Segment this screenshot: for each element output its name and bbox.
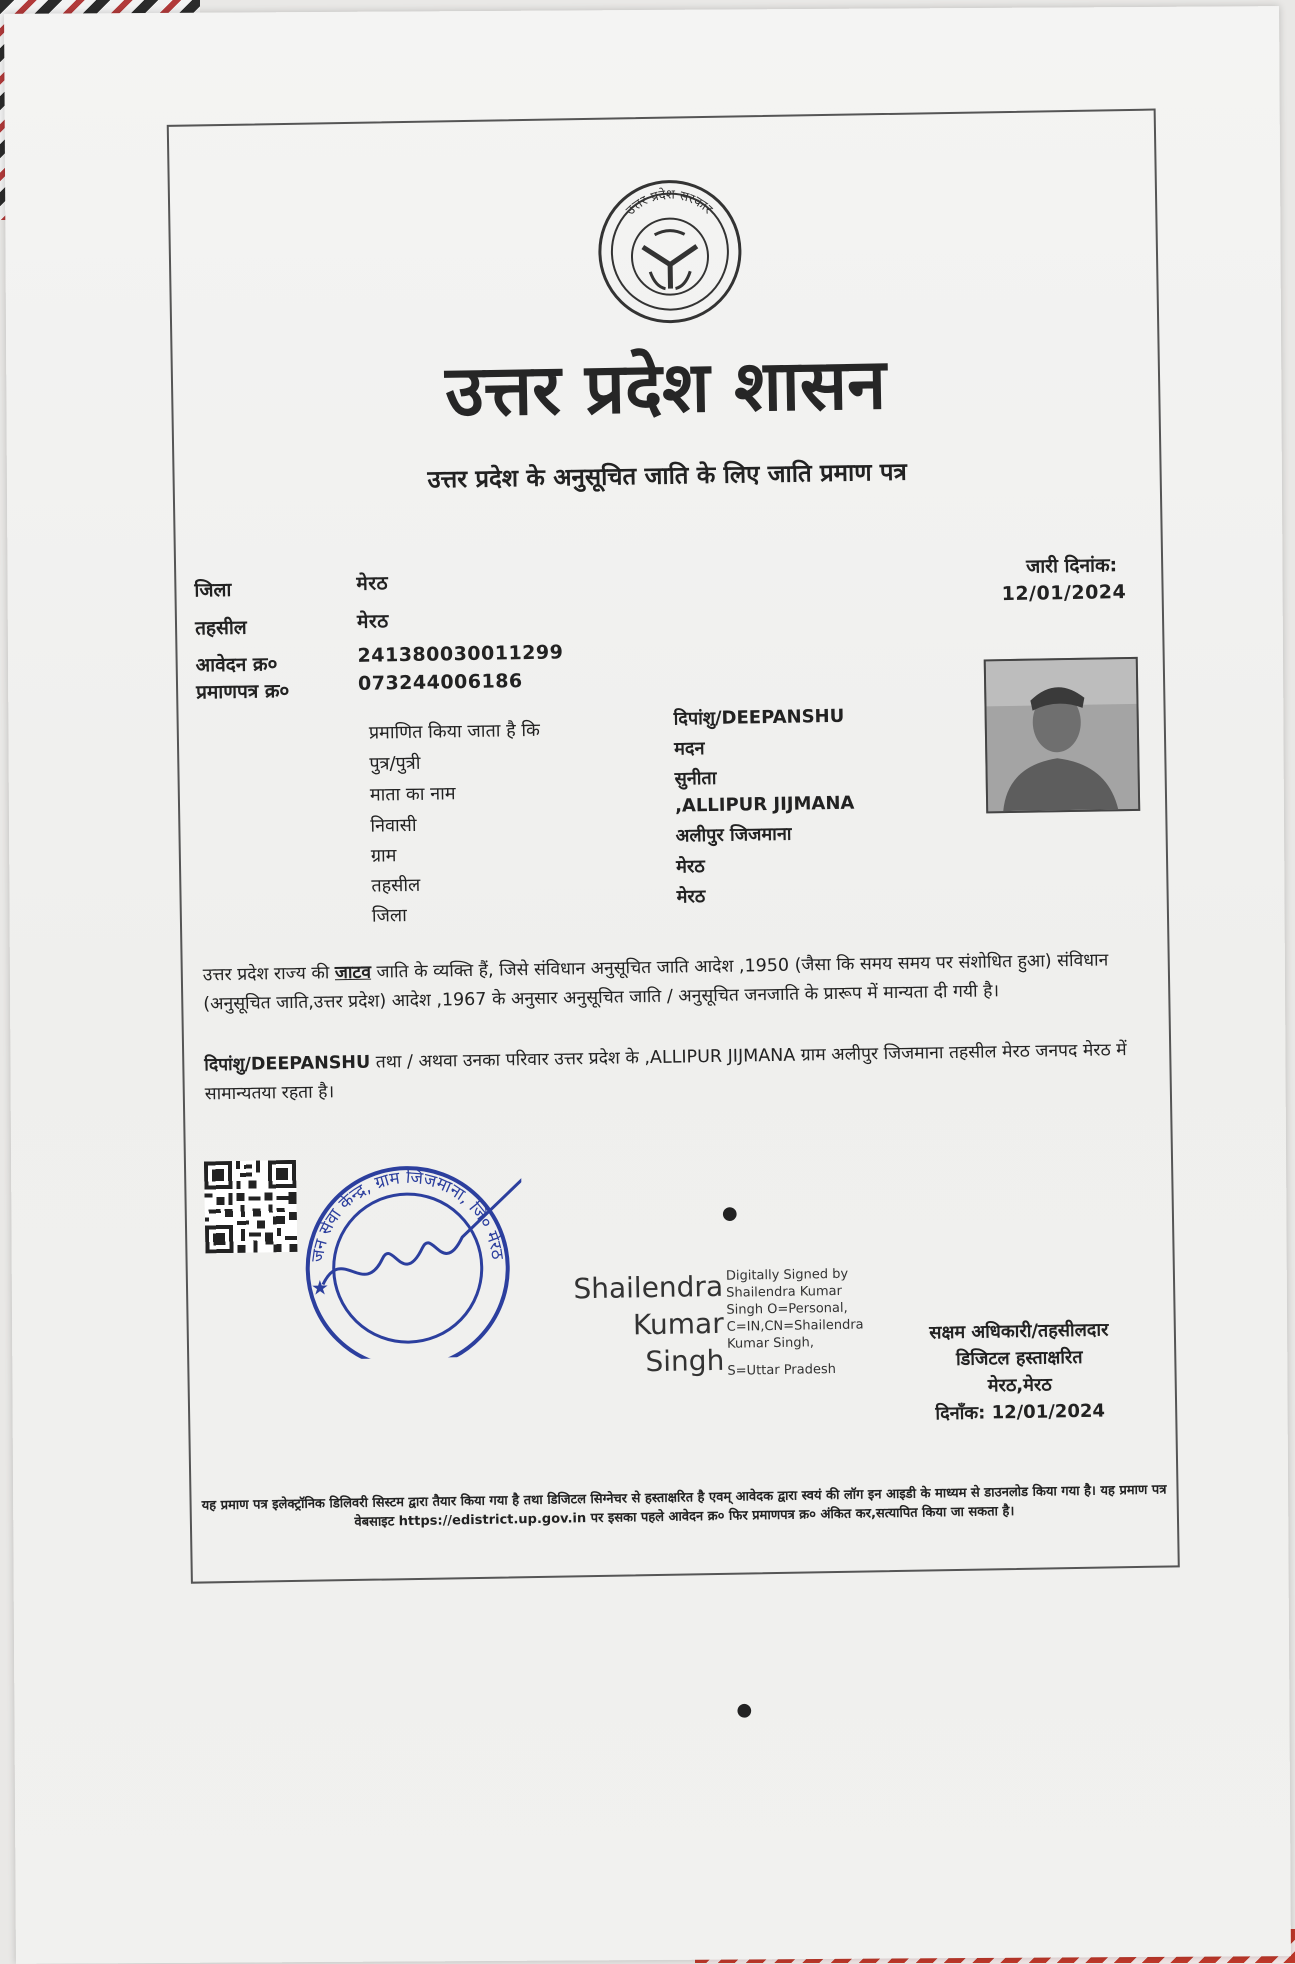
paragraph-2-rest: तथा / अथवा उनका परिवार उत्तर प्रदेश के ,ALLIPUR JIJMANA ग्राम अलीपुर जिजमाना तहसील मेरठ जनपद मेरठ में सामान्यतया रहता है। xyxy=(204,1040,1127,1105)
certificate-no-label: प्रमाणपत्र क्र० xyxy=(195,679,290,704)
issuing-officer-block xyxy=(899,1316,1141,1428)
signer-first-name: Shailendra xyxy=(573,1269,724,1306)
field-label-resident: निवासी xyxy=(370,814,417,837)
applicant-photo xyxy=(984,657,1141,814)
certificate-footnote: यह प्रमाण पत्र इलेक्ट्रॉनिक डिलिवरी सिस्टम द्वारा तैयार किया गया है तथा डिजिटल सिग्नेचर से हस्ताक्षरित है एवम् आवेदक द्वारा स्वयं की लॉग इन आइडी के माध्यम से डाउनलोड किया गया है। यह प्रमाण पत्र वेबसाइट https://edistrict.up.gov.in पर इसका पहले आवेदन क्र० फिर प्रमाणपत्र क्र० अंकित कर,सत्यापित किया जा सकता है। xyxy=(201,1482,1167,1530)
office-rubber-stamp xyxy=(291,1156,524,1360)
verification-qr-code xyxy=(204,1160,298,1254)
certificate-paragraph-1 xyxy=(203,946,1164,1020)
certificate-paper xyxy=(4,6,1291,1964)
ink-mark: ● xyxy=(736,1699,753,1721)
field-value-tehsil: मेरठ xyxy=(675,856,705,878)
digital-sig-line: Kumar Singh, xyxy=(726,1335,815,1352)
digital-sig-line: Singh O=Personal, xyxy=(726,1300,848,1318)
ink-mark: ● xyxy=(721,1202,738,1224)
application-no-label: आवेदन क्र० xyxy=(195,653,278,677)
caste-name: जाटव xyxy=(334,962,372,984)
document-subtitle: उत्तर प्रदेश के अनुसूचित जाति के लिए जाति प्रमाण पत्र xyxy=(427,457,908,494)
field-label-village: ग्राम xyxy=(370,845,397,867)
district-label: जिला xyxy=(194,578,232,602)
field-label-mother: माता का नाम xyxy=(369,783,456,806)
officer-digital-signed: डिजिटल हस्ताक्षरित xyxy=(955,1346,1083,1371)
svg-text:उत्तर प्रदेश सरकार: उत्तर प्रदेश सरकार xyxy=(623,187,716,219)
field-label-district: जिला xyxy=(371,905,407,927)
digital-sig-line: C=IN,CN=Shailendra xyxy=(726,1317,864,1335)
field-value-village: अलीपुर जिजमाना xyxy=(675,823,792,847)
digital-sig-line: S=Uttar Pradesh xyxy=(727,1361,837,1379)
signer-last-name: Singh xyxy=(645,1343,725,1379)
digital-sig-line: Shailendra Kumar xyxy=(726,1283,843,1301)
svg-text:जन सेवा केन्द्र, ग्राम जिजमाना: जन सेवा केन्द्र, ग्राम जिजमाना, जि० मेरठ xyxy=(307,1167,508,1264)
tehsil-value: मेरठ xyxy=(356,610,389,633)
application-no-value: 241380030011299 xyxy=(357,641,564,667)
field-label-certified: प्रमाणित किया जाता है कि xyxy=(368,719,541,744)
field-value-resident: ,ALLIPUR JIJMANA xyxy=(674,792,855,817)
certificate-frame xyxy=(167,109,1180,1584)
field-value-mother: सुनीता xyxy=(674,767,717,790)
certificate-no-value: 073244006186 xyxy=(357,670,523,695)
digital-signature-details xyxy=(726,1265,898,1380)
district-value: मेरठ xyxy=(356,572,389,595)
digital-signer-name xyxy=(573,1268,725,1381)
field-label-tehsil: तहसील xyxy=(371,874,421,897)
issue-date-value: 12/01/2024 xyxy=(1001,581,1127,606)
paragraph-2-name: दिपांशु/DEEPANSHU xyxy=(204,1052,371,1076)
field-label-son-daughter: पुत्र/पुत्री xyxy=(369,752,421,775)
paragraph-1-start: उत्तर प्रदेश राज्य की xyxy=(202,963,336,986)
signer-middle-name: Kumar xyxy=(632,1306,724,1342)
digital-sig-line: Digitally Signed by xyxy=(725,1266,849,1284)
field-value-name: दिपांशु/DEEPANSHU xyxy=(673,705,845,730)
certificate-paragraph-2 xyxy=(204,1036,1165,1110)
svg-text:★: ★ xyxy=(310,1275,330,1300)
officer-location: मेरठ,मेरठ xyxy=(987,1374,1052,1397)
field-value-father: मदन xyxy=(673,738,705,760)
up-government-emblem xyxy=(594,175,746,327)
person-photo-icon xyxy=(986,659,1138,811)
officer-designation: सक्षम अधिकारी/तहसीलदार xyxy=(929,1319,1109,1344)
paragraph-1-rest: जाति के व्यक्ति हैं, जिसे संविधान अनुसूचित जाति आदेश ,1950 (जैसा कि समय समय पर संशोधित हुआ) संविधान (अनुसूचित जाति,उत्तर प्रदेश) आदेश ,1967 के अनुसार अनुसूचित जाति / अनुसूचित जनजाति के प्रारूप में मान्यता दी गयी है। xyxy=(203,950,1109,1015)
issue-date-label: जारी दिनांक: xyxy=(1025,554,1118,578)
field-value-district: मेरठ xyxy=(676,886,706,908)
officer-date: दिनाँक: 12/01/2024 xyxy=(935,1400,1106,1425)
document-title: उत्तर प्रदेश शासन xyxy=(444,342,887,433)
tehsil-label: तहसील xyxy=(194,616,247,640)
